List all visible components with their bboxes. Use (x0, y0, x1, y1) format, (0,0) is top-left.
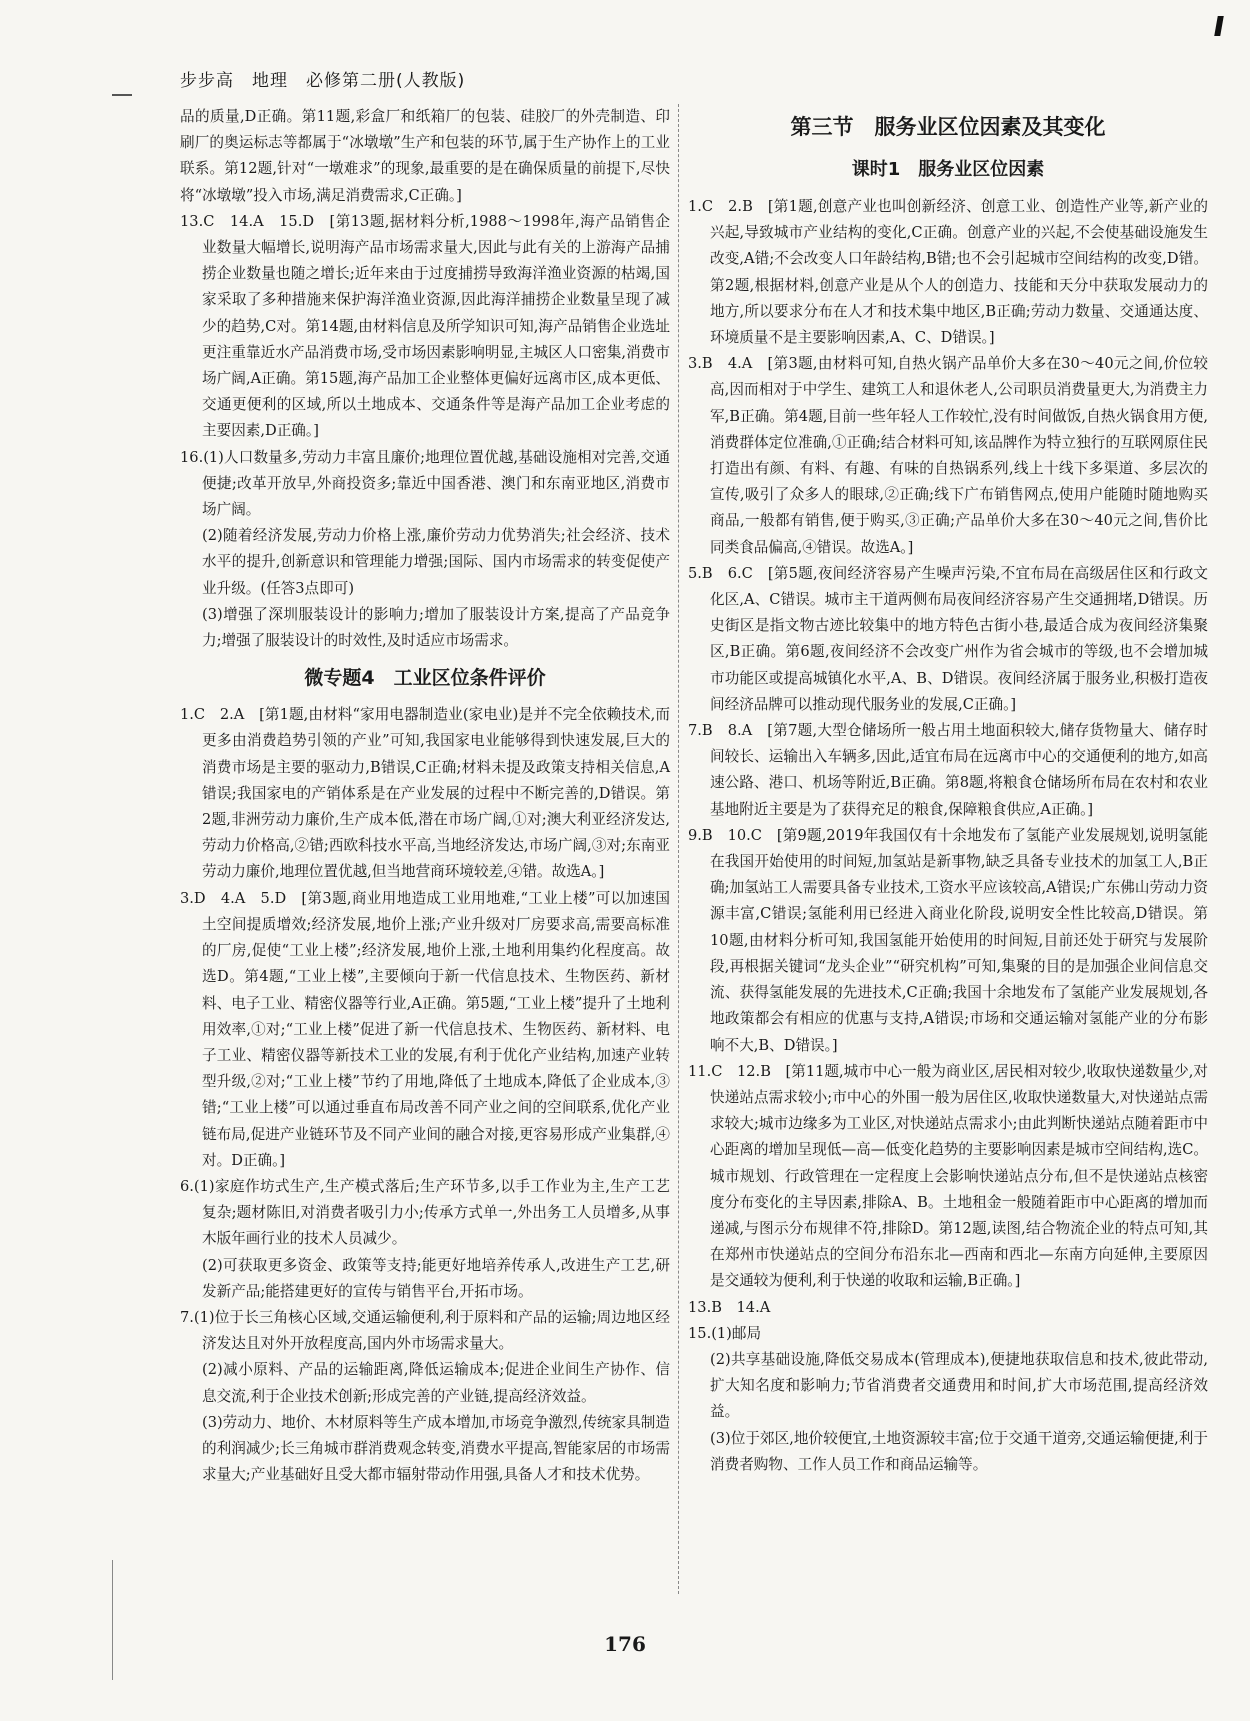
answer-r-9-10: 9.B 10.C [第9题,2019年我国仅有十余地发布了氢能产业发展规划,说明氢能在我国开始使用的时间短,加氢站是新事物,缺乏具备专业技术的加氢工人,B正确;加氢站工人需要具备专业技术,工资水平应该较高,A错误;广东佛山劳动力资源丰富,C错误;氢能利用已经进入商业化阶段,说明安全性比较高,D错误。第10题,由材料分析可知,我国氢能开始使用的时间短,目前还处于研究与发展阶段,再根据关键词“龙头企业”“研究机构”可知,集聚的目的是加强企业间信息交流、获得氢能发展的先进技术,C正确;我国十余地发布了氢能产业发展规划,各地政策都会有相应的优惠与支持,A错误;市场和交通运输对氢能产业的分布影响不大,B、D错误。] (688, 826, 1208, 1054)
lesson-title: 课时1 服务业区位因素 (851, 159, 1045, 180)
page-number: 176 (604, 1632, 646, 1656)
column-divider (678, 104, 679, 1594)
binding-mark (112, 1560, 113, 1680)
answer-paragraph: 品的质量,D正确。第11题,彩盒厂和纸箱厂的包装、硅胶厂的外壳制造、印刷厂的奥运标志等都属于“冰墩墩”生产和包装的环节,属于生产协作上的工业联系。第12题,针对“一墩难求”的现象,最重要的是在确保质量的前提下,尽快将“冰墩墩”投入市场,满足消费需求,C正确。] (180, 108, 670, 204)
answer-r-11-12: 11.C 12.B [第11题,城市中心一般为商业区,居民相对较少,收取快递数量少,对快递站点需求较小;市中心的外围一般为居住区,收取快递数量大,对快递站点需求较大;城市边缘多为工业区,对快递站点需求小;由此判断快递站点随着距市中心距离的增加呈现低—高—低变化趋势的主要影响因素是城市空间结构,选C。城市规划、行政管理在一定程度上会影响快递站点分布,但不是快递站点核密度分布变化的主导因素,排除A、B。土地租金一般随着距市中心距离的增加而递减,与图示分布规律不符,排除D。第12题,读图,结合物流企业的特点可知,其在郑州市快递站点的空间分布沿东北—西南和西北—东南方向延伸,主要原因是交通较为便利,利于快递的收取和运输,B正确。] (688, 1062, 1208, 1290)
answer-16-1: 16.(1)人口数量多,劳动力丰富且廉价;地理位置优越,基础设施相对完善,交通便捷;改革开放早,外商投资多;靠近中国香港、澳门和东南亚地区,消费市场广阔。 (180, 448, 670, 519)
answer-7-1: 7.(1)位于长三角核心区域,交通运输便利,利于原料和产品的运输;周边地区经济发达且对外开放程度高,国内外市场需求量大。 (180, 1308, 670, 1353)
answer-r-7-8: 7.B 8.A [第7题,大型仓储场所一般占用土地面积较大,储存货物量大、储存时间较长、运输出入车辆多,因此,适宜布局在远离市中心的交通便利的地方,如高速公路、港口、机场等附近,B正确。第8题,将粮食仓储场所布局在农村和农业基地附近主要是为了获得充足的粮食,保障粮食供应,A正确。] (688, 722, 1208, 818)
topic-title: 微专题4 工业区位条件评价 (304, 667, 546, 690)
answer-16-3: (3)增强了深圳服装设计的影响力;增加了服装设计方案,提高了产品竞争力;增强了服装设计的时效性,及时适应市场需求。 (202, 605, 670, 650)
answer-r-15-1: 15.(1)邮局 (688, 1324, 762, 1342)
answer-r-15-3: (3)位于郊区,地价较便宜,土地资源较丰富;位于交通干道旁,交通运输便捷,利于消费者购物、工作人员工作和商品运输等。 (710, 1429, 1208, 1473)
answer-r-3-4: 3.B 4.A [第3题,由材料可知,自热火锅产品单价大多在30～40元之间,价位较高,因而相对于中学生、建筑工人和退休老人,公司职员消费量更大,为消费主力军,B正确。第4题,目前一些年轻人工作较忙,没有时间做饭,自热火锅食用方便,消费群体定位准确,①正确;结合材料可知,该品牌作为特立独行的互联网原住民打造出有颜、有料、有趣、有味的自热锅系列,线上十线下多渠道、多层次的宣传,吸引了众多人的眼球,②正确;线下广布销售网点,使用户能随时随地购买商品,一般都有销售,便于购买,③正确;产品单价大多在30～40元之间,售价比同类食品偏高,④错误。故选A。] (688, 355, 1208, 556)
header-rule (112, 94, 132, 96)
running-header: 步步高 地理 必修第二册(人教版) (180, 71, 466, 91)
answer-7-2: (2)减小原料、产品的运输距离,降低运输成本;促进企业间生产协作、信息交流,利于企业技术创新;形成完善的产业链,提高经济效益。 (202, 1361, 670, 1405)
answer-r-5-6: 5.B 6.C [第5题,夜间经济容易产生噪声污染,不宜布局在高级居住区和行政文化区,A、C错误。城市主干道两侧布局夜间经济容易产生交通拥堵,D错误。历史街区是指文物古迹比较集中的地方特色古街小巷,最适合成为夜间经济集聚区,B正确。第6题,夜间经济不会改变广州作为省会城市的等级,也不会增加城市功能区或提高城镇化水平,A、B、D错误。夜间经济属于服务业,积极打造夜间经济品牌可以推动现代服务业的发展,C正确。] (688, 564, 1208, 713)
answer-6-1: 6.(1)家庭作坊式生产,生产模式落后;生产环节多,以手工作业为主,生产工艺复杂;题材陈旧,对消费者吸引力小;传承方式单一,外出务工人员增多,从事木版年画行业的技术人员减少。 (180, 1177, 670, 1248)
answer-r-1-2: 1.C 2.B [第1题,创意产业也叫创新经济、创意工业、创造性产业等,新产业的兴起,导致城市产业结构的变化,C正确。创意产业的兴起,不会使基础设施发生改变,A错;不会改变人口年龄结构,B错;也不会引起城市空间结构的改变,D错。第2题,根据材料,创意产业是从个人的创造力、技能和天分中获取发展动力的地方,所以要求分布在人才和技术集中地区,B正确;劳动力数量、交通通达度、环境质量不是主要影响因素,A、C、D错误。] (688, 198, 1208, 347)
answer-3-5: 3.D 4.A 5.D [第3题,商业用地造成工业用地难,“工业上楼”可以加速国土空间提质增效;经济发展,地价上涨;产业升级对厂房要求高,需要高标准的厂房,促使“工业上楼”;经济发展,地价上涨,土地利用集约化程度高。故选D。第4题,“工业上楼”,主要倾向于新一代信息技术、生物医药、新材料、电子工业、精密仪器等行业,A正确。第5题,“工业上楼”提升了土地利用效率,①对;“工业上楼”促进了新一代信息技术、生物医药、新材料、电子工业、精密仪器等新技术工业的发展,有利于优化产业结构,加速产业转型升级,②对;“工业上楼”节约了用地,降低了土地成本,降低了企业成本,③错;“工业上楼”可以通过垂直布局改善不同产业之间的空间联系,优化产业链布局,促进产业链环节及不同产业间的融合对接,更容易形成产业集群,④对。D正确。] (180, 889, 670, 1169)
left-column (180, 104, 670, 1488)
answer-7-3: (3)劳动力、地价、木材原料等生产成本增加,市场竞争激烈,传统家具制造的利润减少;长三角城市群消费观念转变,消费水平提高,智能家居的市场需求量大;产业基础好且受大都市辐射带动作用强,具备人才和技术优势。 (202, 1413, 670, 1484)
right-column (688, 104, 1208, 1478)
section-title: 第三节 服务业区位因素及其变化 (790, 115, 1106, 139)
answer-r-13-14: 13.B 14.A (688, 1298, 771, 1316)
answer-6-2: (2)可获取更多资金、政策等支持;能更好地培养传承人,改进生产工艺,研发新产品;能搭建更好的宣传与销售平台,开拓市场。 (202, 1256, 670, 1300)
corner-mark (1214, 16, 1224, 36)
answer-r-15-2: (2)共享基础设施,降低交易成本(管理成本),便捷地获取信息和技术,彼此带动,扩大知名度和影响力;节省消费者交通费用和时间,扩大市场范围,提高经济效益。 (710, 1350, 1208, 1421)
answer-1-2: 1.C 2.A [第1题,由材料“家用电器制造业(家电业)是并不完全依赖技术,而更多由消费趋势引领的产业”可知,我国家电业能够得到快速发展,巨大的消费市场是主要的驱动力,B错误,C正确;材料未提及政策支持相关信息,A错误;我国家电的产销体系是在产业发展的过程中不断完善的,D错误。第2题,非洲劳动力廉价,生产成本低,潜在市场广阔,①对;澳大利亚经济发达,劳动力价格高,②错;西欧科技水平高,当地经济发达,市场广阔,③对;东南亚劳动力廉价,地理位置优越,但当地营商环境较差,④错。故选A。] (180, 706, 670, 881)
answer-13-15: 13.C 14.A 15.D [第13题,据材料分析,1988～1998年,海产品销售企业数量大幅增长,说明海产品市场需求量大,因此与此有关的上游海产品捕捞企业数量也随之增长;近年来由于过度捕捞导致海洋渔业资源的枯竭,国家采取了多种措施来保护海洋渔业资源,因此海洋捕捞企业数量呈现了减少的趋势,C对。第14题,由材料信息及所学知识可知,海产品销售企业选址更注重靠近水产品消费市场,受市场因素影响明显,主城区人口密集,消费市场广阔,A正确。第15题,海产品加工企业整体更偏好远离市区,成本更低、交通更便利的区域,所以土地成本、交通条件等是海产品加工企业考虑的主要因素,D正确。] (180, 212, 670, 440)
answer-16-2: (2)随着经济发展,劳动力价格上涨,廉价劳动力优势消失;社会经济、技术水平的提升,创新意识和管理能力增强;国际、国内市场需求的转变促使产业升级。(任答3点即可) (202, 527, 670, 597)
